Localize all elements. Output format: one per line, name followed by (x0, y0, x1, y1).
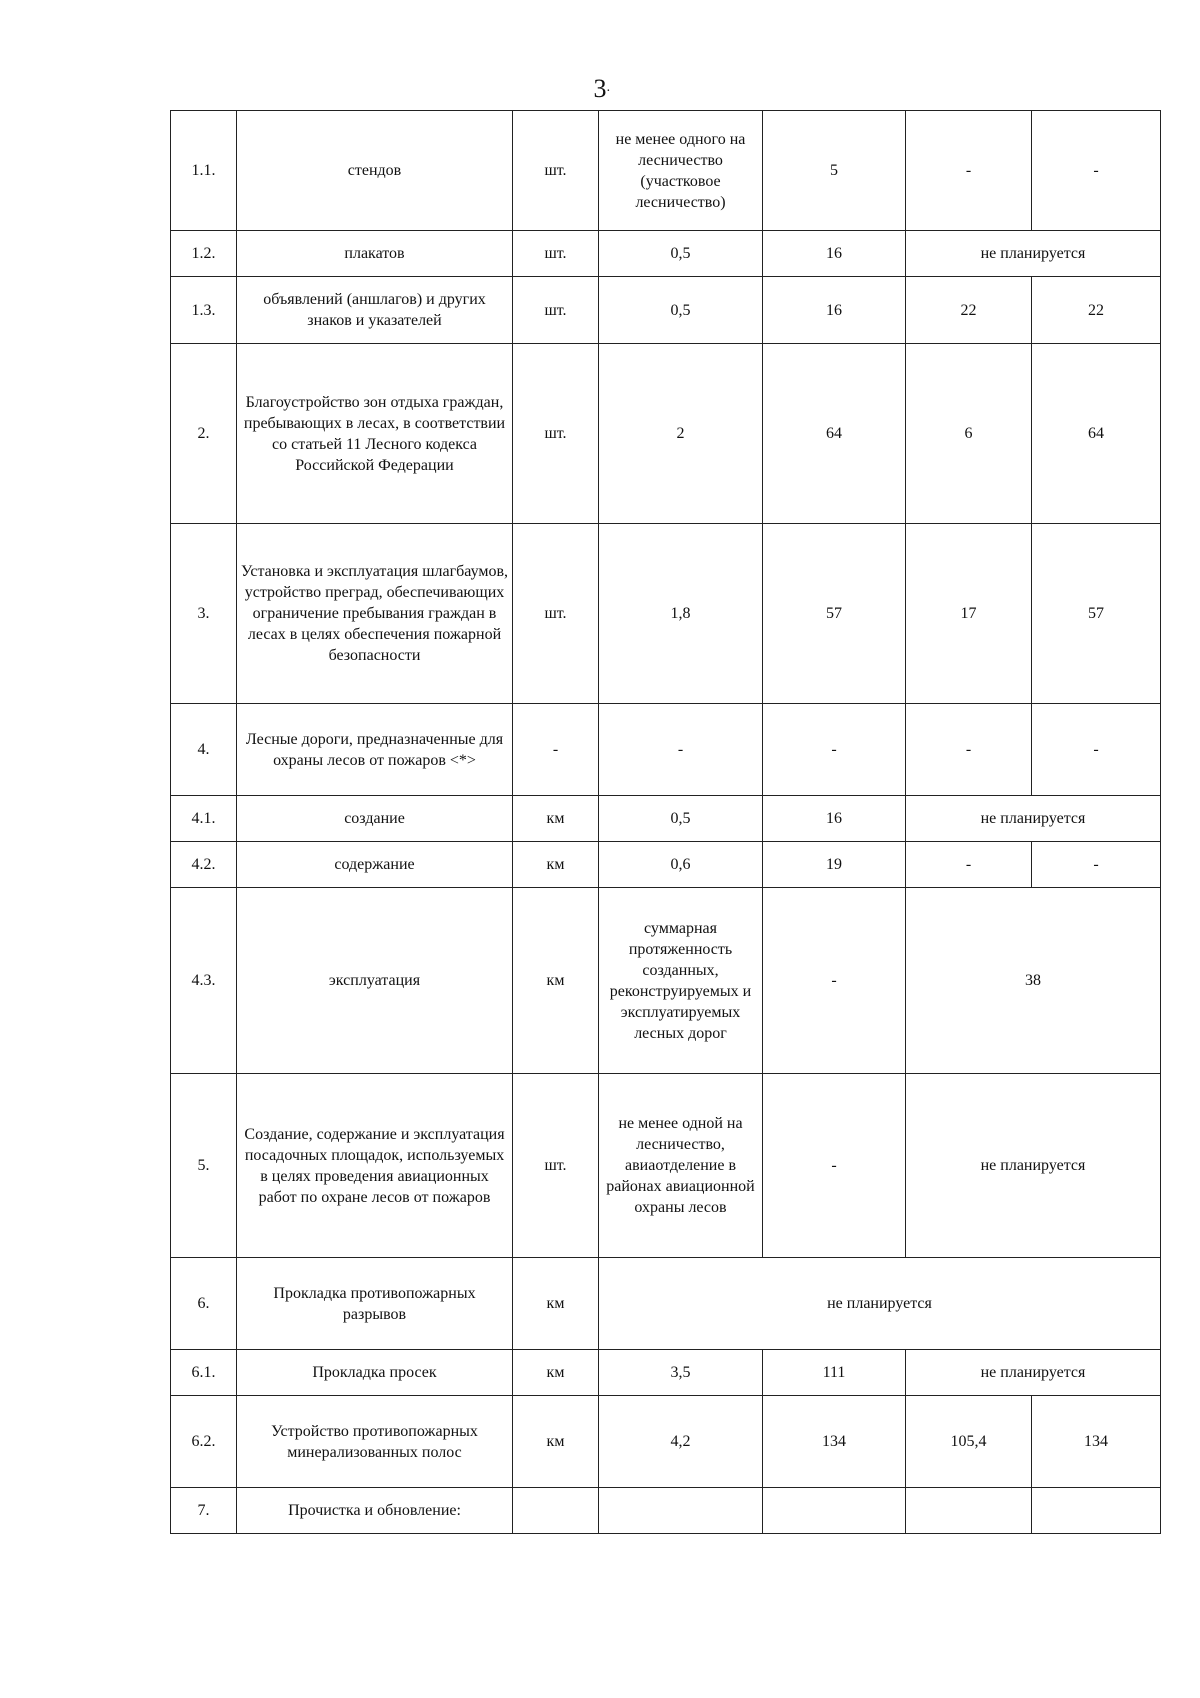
row-unit: км (513, 1396, 599, 1488)
table-row (171, 1074, 1161, 1258)
row-unit: км (513, 1258, 599, 1350)
row-number: 4.3. (171, 888, 237, 1074)
row-name: эксплуатация (237, 888, 513, 1074)
row-col5: 22 (906, 277, 1032, 344)
row-unit: шт. (513, 524, 599, 704)
table-row (171, 1396, 1161, 1488)
row-unit: шт. (513, 231, 599, 277)
row-col5: - (906, 704, 1032, 796)
table-row (171, 1350, 1161, 1396)
row-name: Устройство противопожарных минерализованных полос (237, 1396, 513, 1488)
row-norm: 0,5 (599, 231, 763, 277)
row-name: Благоустройство зон отдыха граждан, пребывающих в лесах, в соответствии со статьей 11 Лесного кодекса Российской Федерации (237, 344, 513, 524)
row-quantity: 134 (763, 1396, 906, 1488)
row-quantity: 57 (763, 524, 906, 704)
row-norm: 0,6 (599, 842, 763, 888)
row-col5: 6 (906, 344, 1032, 524)
row-norm: не менее одного на лесничество (участковое лесничество) (599, 111, 763, 231)
row-quantity: - (763, 704, 906, 796)
row-number: 4.2. (171, 842, 237, 888)
row-number: 2. (171, 344, 237, 524)
row-number: 1.1. (171, 111, 237, 231)
row-name: создание (237, 796, 513, 842)
table-row (171, 704, 1161, 796)
row-quantity: 16 (763, 796, 906, 842)
row-number: 1.2. (171, 231, 237, 277)
row-norm: 1,8 (599, 524, 763, 704)
row-quantity (763, 1488, 906, 1534)
row-quantity: - (763, 888, 906, 1074)
row-name: Лесные дороги, предназначенные для охраны лесов от пожаров <*> (237, 704, 513, 796)
row-number: 4. (171, 704, 237, 796)
row-col6: 64 (1032, 344, 1161, 524)
row-col6 (1032, 1488, 1161, 1534)
row-unit: - (513, 704, 599, 796)
page-number (0, 74, 1200, 104)
row-number: 6.1. (171, 1350, 237, 1396)
row-norm (599, 1488, 763, 1534)
row-number: 1.3. (171, 277, 237, 344)
table-row (171, 524, 1161, 704)
row-number: 5. (171, 1074, 237, 1258)
row-col5 (906, 1488, 1032, 1534)
row-norm: 2 (599, 344, 763, 524)
row-name: объявлений (аншлагов) и других знаков и указателей (237, 277, 513, 344)
row-merged-status: не планируется (906, 1074, 1161, 1258)
fire-safety-measures-table (170, 110, 1161, 1534)
row-name: Прочистка и обновление: (237, 1488, 513, 1534)
row-number: 6.2. (171, 1396, 237, 1488)
row-col5: - (906, 111, 1032, 231)
row-quantity: 64 (763, 344, 906, 524)
row-unit: шт. (513, 277, 599, 344)
row-norm: 3,5 (599, 1350, 763, 1396)
row-col5: 105,4 (906, 1396, 1032, 1488)
row-unit: км (513, 842, 599, 888)
row-name: содержание (237, 842, 513, 888)
row-col6: 134 (1032, 1396, 1161, 1488)
row-quantity: 16 (763, 231, 906, 277)
row-number: 6. (171, 1258, 237, 1350)
row-norm: не менее одной на лесничество, авиаотделение в районах авиационной охраны лесов (599, 1074, 763, 1258)
table-row (171, 231, 1161, 277)
row-col5: 17 (906, 524, 1032, 704)
row-name: стендов (237, 111, 513, 231)
table-row (171, 111, 1161, 231)
row-quantity: - (763, 1074, 906, 1258)
row-name: плакатов (237, 231, 513, 277)
row-merged-status: не планируется (599, 1258, 1161, 1350)
row-col5: - (906, 842, 1032, 888)
row-unit: шт. (513, 344, 599, 524)
row-merged-status: не планируется (906, 1350, 1161, 1396)
row-merged-status: не планируется (906, 231, 1161, 277)
table-row (171, 888, 1161, 1074)
row-norm: 0,5 (599, 796, 763, 842)
table-row (171, 1258, 1161, 1350)
row-unit: км (513, 888, 599, 1074)
row-quantity: 16 (763, 277, 906, 344)
row-name: Создание, содержание и эксплуатация посадочных площадок, используемых в целях проведения авиационных работ по охране лесов от пожаров (237, 1074, 513, 1258)
row-number: 7. (171, 1488, 237, 1534)
row-unit: км (513, 1350, 599, 1396)
row-unit: шт. (513, 1074, 599, 1258)
row-unit (513, 1488, 599, 1534)
row-col6: - (1032, 704, 1161, 796)
page-number-text: 3 (593, 74, 607, 103)
row-quantity: 5 (763, 111, 906, 231)
row-col6: - (1032, 111, 1161, 231)
row-norm: - (599, 704, 763, 796)
row-col6: - (1032, 842, 1161, 888)
row-norm: 0,5 (599, 277, 763, 344)
row-quantity: 111 (763, 1350, 906, 1396)
row-name: Прокладка противопожарных разрывов (237, 1258, 513, 1350)
page-mark: · (606, 84, 611, 99)
row-norm: суммарная протяженность созданных, реконструируемых и эксплуатируемых лесных дорог (599, 888, 763, 1074)
row-number: 3. (171, 524, 237, 704)
row-name: Прокладка просек (237, 1350, 513, 1396)
row-unit: шт. (513, 111, 599, 231)
row-norm: 4,2 (599, 1396, 763, 1488)
table-row (171, 344, 1161, 524)
table-row (171, 1488, 1161, 1534)
row-col6: 22 (1032, 277, 1161, 344)
table-row (171, 796, 1161, 842)
row-number: 4.1. (171, 796, 237, 842)
row-name: Установка и эксплуатация шлагбаумов, устройство преград, обеспечивающих ограничение пребывания граждан в лесах в целях обеспечения пожарной безопасности (237, 524, 513, 704)
row-unit: км (513, 796, 599, 842)
row-merged-value: 38 (906, 888, 1161, 1074)
row-col6: 57 (1032, 524, 1161, 704)
table-row (171, 277, 1161, 344)
row-merged-status: не планируется (906, 796, 1161, 842)
table-row (171, 842, 1161, 888)
row-quantity: 19 (763, 842, 906, 888)
